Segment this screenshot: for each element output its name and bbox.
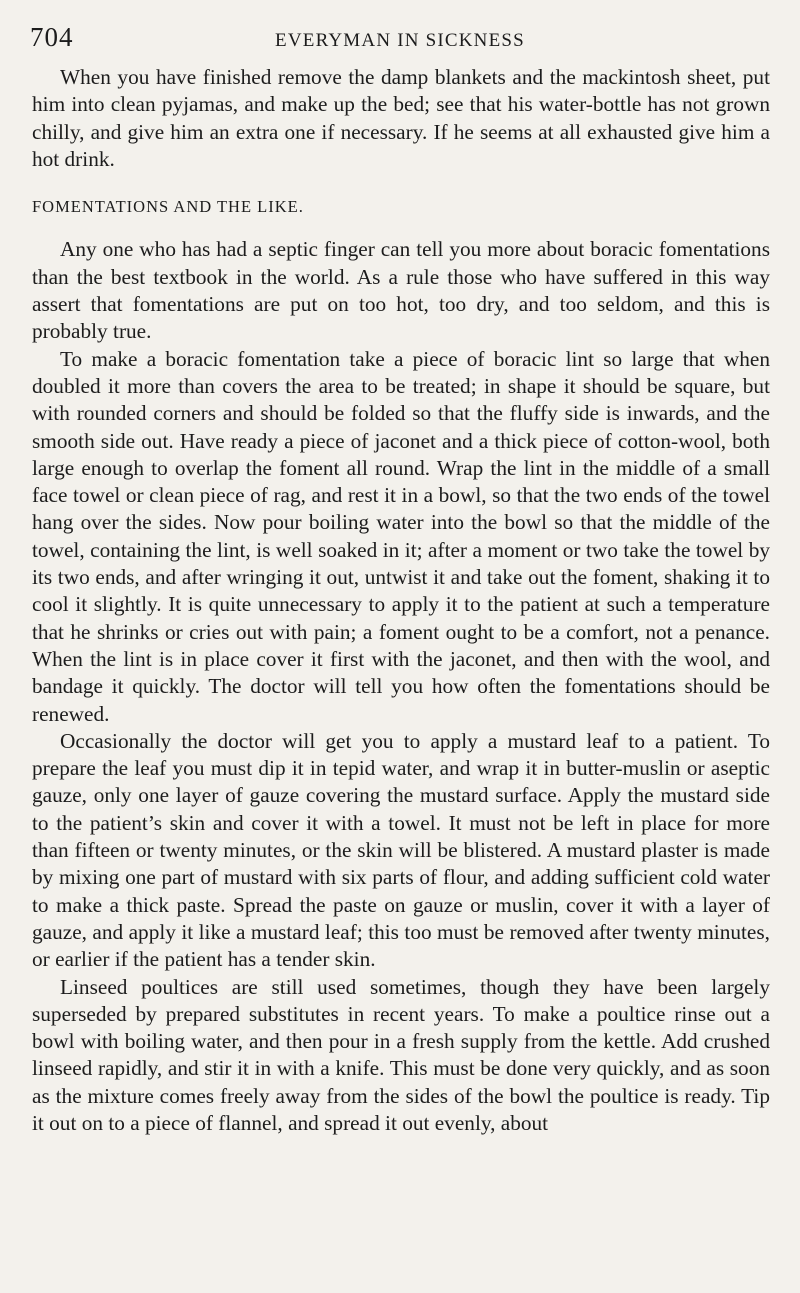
running-head <box>30 22 770 62</box>
section-heading: FOMENTATIONS AND THE LIKE. <box>32 197 304 217</box>
page-number: 704 <box>30 22 74 52</box>
intro-paragraph: When you have finished remove the damp blankets and the mackintosh sheet, put him into clean pyjamas, and make up the bed; see that his water-bottle has not grown chilly, and give him an extra one if necessary. If he seems at all exhausted give him a hot drink. <box>32 65 770 171</box>
paragraph-linseed-poultices: Linseed poultices are still used sometimes, though they have been largely superseded by prepared substitutes in recent years. To make a poultice rinse out a bowl with boiling water, and then pour in a fresh supply from the kettle. Add crushed linseed rapidly, and stir it in with a knife. This must be done very quickly, and as soon as the mixture comes freely away from the sides of the bowl the poultice is ready. Tip it out on to a piece of flannel, and spread it out evenly, about <box>32 974 770 1135</box>
paragraph-septic-finger: Any one who has had a septic finger can tell you more about boracic fomentations than the best textbook in the world. As a rule those who have suffered in this way assert that fomentations are put on too hot, too dry, and too seldom, and this is probably true. <box>32 237 770 344</box>
paragraph-mustard-leaf: Occasionally the doctor will get you to apply a mustard leaf to a patient. To prepare the leaf you must dip it in tepid water, and wrap it in butter-muslin or aseptic gauze, only one layer of gauze covering the mustard surface. Apply the mustard side to the patient’s skin and cover it with a towel. It must not be left in place for more than fifteen or twenty minutes, or the skin will be blistered. A mustard plaster is made by mixing one part of mustard with six parts of flour, and adding sufficient cold water to make a thick paste. Spread the paste on gauze or muslin, cover it with a layer of gauze, and apply it like a mustard leaf; this too must be removed after twenty minutes, or earlier if the patient has a tender skin. <box>32 728 770 972</box>
body-text <box>32 64 770 1137</box>
running-head-title: EVERYMAN IN SICKNESS <box>275 30 525 51</box>
paragraph-boracic-fomentation: To make a boracic fomentation take a piece of boracic lint so large that when doubled it more than covers the area to be treated; in shape it should be square, but with rounded corners and should be folded so that the fluffy side is inwards, and the smooth side out. Have ready a piece of jaconet and a thick piece of cotton-wool, both large enough to overlap the foment all round. Wrap the lint in the middle of a small face towel or clean piece of rag, and rest it in a bowl, so that the two ends of the towel hang over the sides. Now pour boiling water into the bowl so that the middle of the towel, containing the lint, is well soaked in it; after a moment or two take the towel by its two ends, and after wringing it out, untwist it and take out the foment, shaking it to cool it slightly. It is quite unnecessary to apply it to the patient at such a temperature that he shrinks or cries out with pain; a foment ought to be a comfort, not a penance. When the lint is in place cover it first with the jaconet, and then with the wool, and bandage it quickly. The doctor will tell you how often the fomentations should be renewed. <box>32 346 770 726</box>
